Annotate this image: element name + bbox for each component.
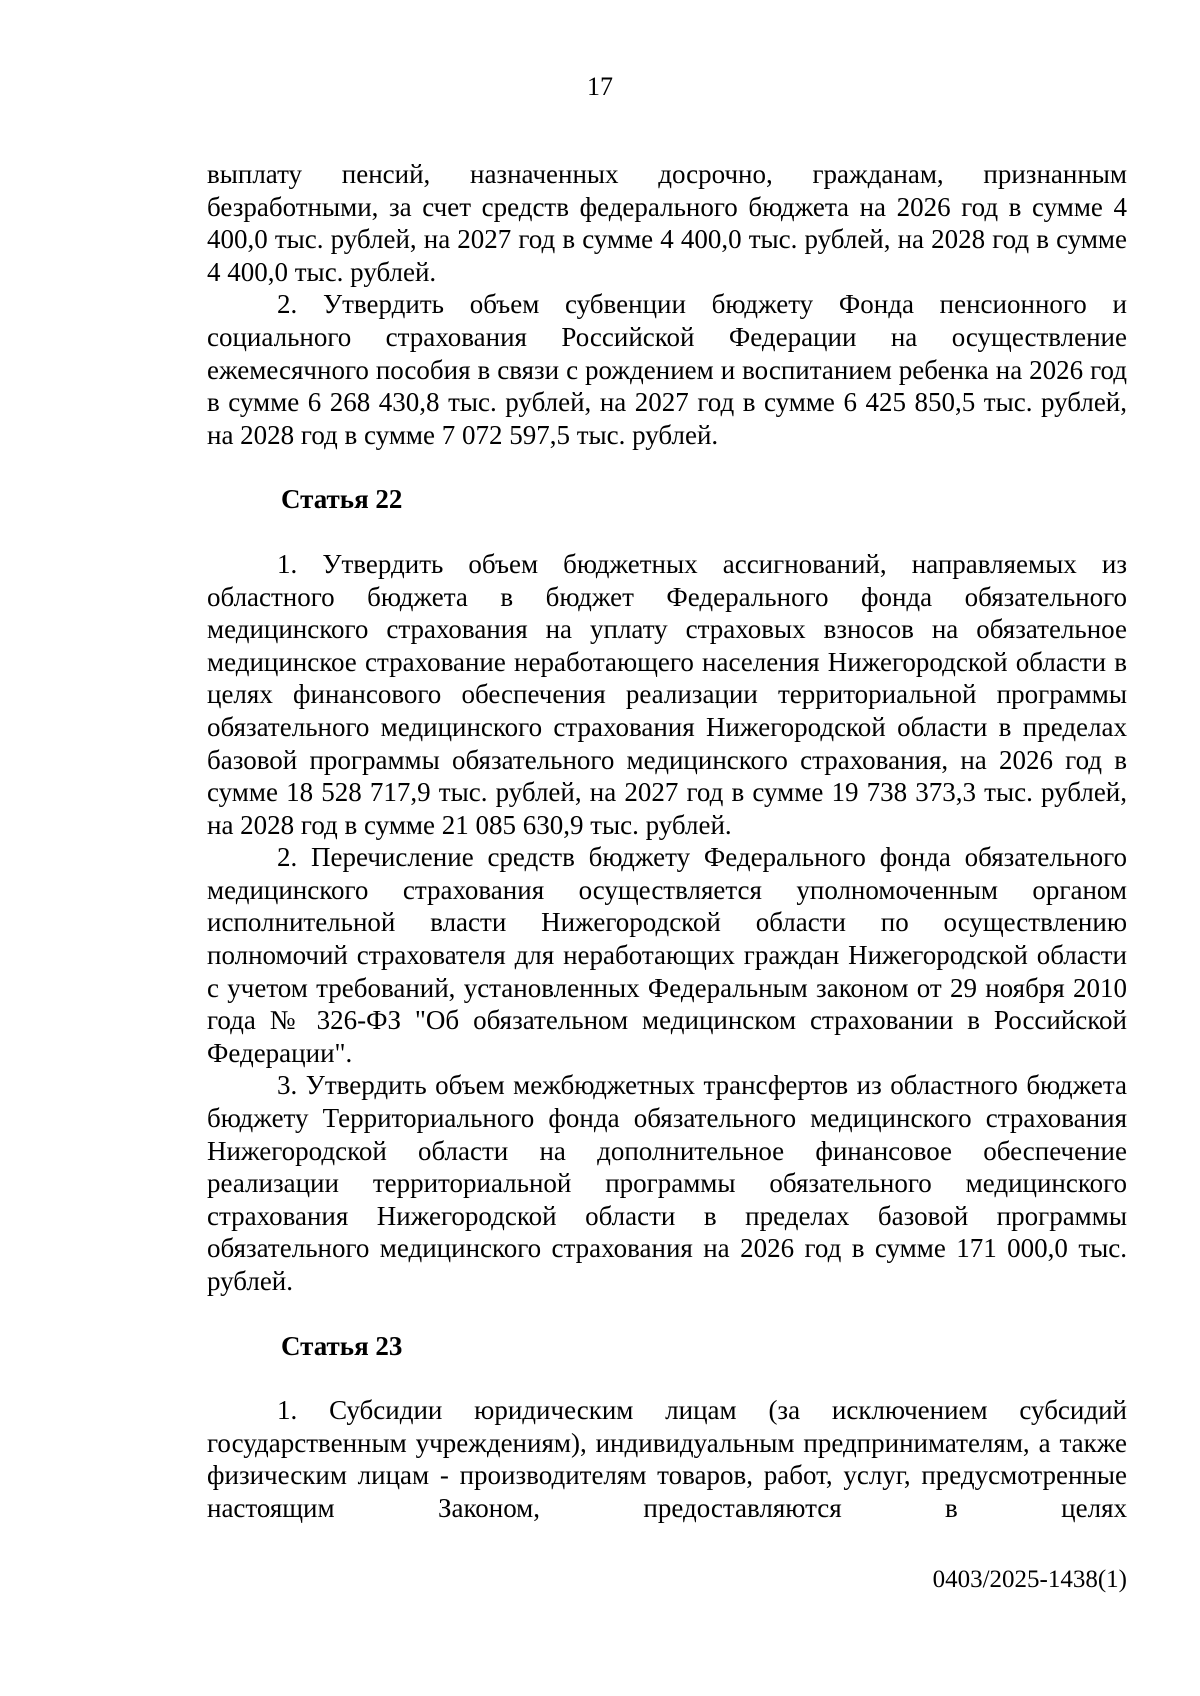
article-22-paragraph-3: 3. Утвердить объем межбюджетных трансфертов из областного бюджета бюджету Территориального фонда обязательного медицинского страхования Нижегородской области на дополнительное финансовое обеспечение реализации территориальной программы обязательного медицинского страхования Нижегородской области в пределах базовой программы обязательного медицинского страхования на 2026 год в сумме 171 000,0 тыс. рублей. — [207, 1070, 1127, 1296]
article-22-paragraph-1: 1. Утвердить объем бюджетных ассигнований, направляемых из областного бюджета в бюджет Федерального фонда обязательного медицинского страхования на уплату страховых взносов на обязательное медицинское страхование неработающего населения Нижегородской области в целях финансового обеспечения реализации территориальной программы обязательного медицинского страхования Нижегородской области в пределах базовой программы обязательного медицинского страхования, на 2026 год в сумме 18 528 717,9 тыс. рублей, на 2027 год в сумме 19 738 373,3 тыс. рублей, на 2028 год в сумме 21 085 630,9 тыс. рублей. — [207, 548, 1127, 840]
article-22-heading: Статья 22 — [281, 484, 403, 515]
spacer — [207, 1362, 1127, 1394]
article-23-paragraph-1: 1. Субсидии юридическим лицам (за исключением субсидий государственным учреждениям), индивидуальным предпринимателям, а также физическим лицам - производителям товаров, работ, услуг, предусмотренные настоящим Законом, предоставляются в целях — [207, 1395, 1127, 1523]
page-number: 17 — [587, 72, 613, 101]
spacer — [207, 451, 1127, 483]
document-body — [207, 158, 1127, 1525]
spacer — [207, 1298, 1127, 1330]
article-23-heading: Статья 23 — [281, 1330, 403, 1361]
paragraph-subvention: 2. Утвердить объем субвенции бюджету Фонда пенсионного и социального страхования Российской Федерации на осуществление ежемесячного пособия в связи с рождением и воспитанием ребенка на 2026 год в сумме 6 268 430,8 тыс. рублей, на 2027 год в сумме 6 425 850,5 тыс. рублей, на 2028 год в сумме 7 072 597,5 тыс. рублей. — [207, 289, 1127, 450]
paragraph-continuation: выплату пенсий, назначенных досрочно, гражданам, признанным безработными, за счет средств федерального бюджета на 2026 год в сумме 4 400,0 тыс. рублей, на 2027 год в сумме 4 400,0 тыс. рублей, на 2028 год в сумме 4 400,0 тыс. рублей. — [207, 159, 1127, 287]
spacer — [207, 516, 1127, 548]
article-22-paragraph-2: 2. Перечисление средств бюджету Федерального фонда обязательного медицинского страхования осуществляется уполномоченным органом исполнительной власти Нижегородской области по осуществлению полномочий страхователя для неработающих граждан Нижегородской области с учетом требований, установленных Федеральным законом от 29 ноября 2010 года № 326-ФЗ "Об обязательном медицинском страховании в Российской Федерации". — [207, 842, 1127, 1068]
document-code: 0403/2025-1438(1) — [932, 1566, 1127, 1593]
